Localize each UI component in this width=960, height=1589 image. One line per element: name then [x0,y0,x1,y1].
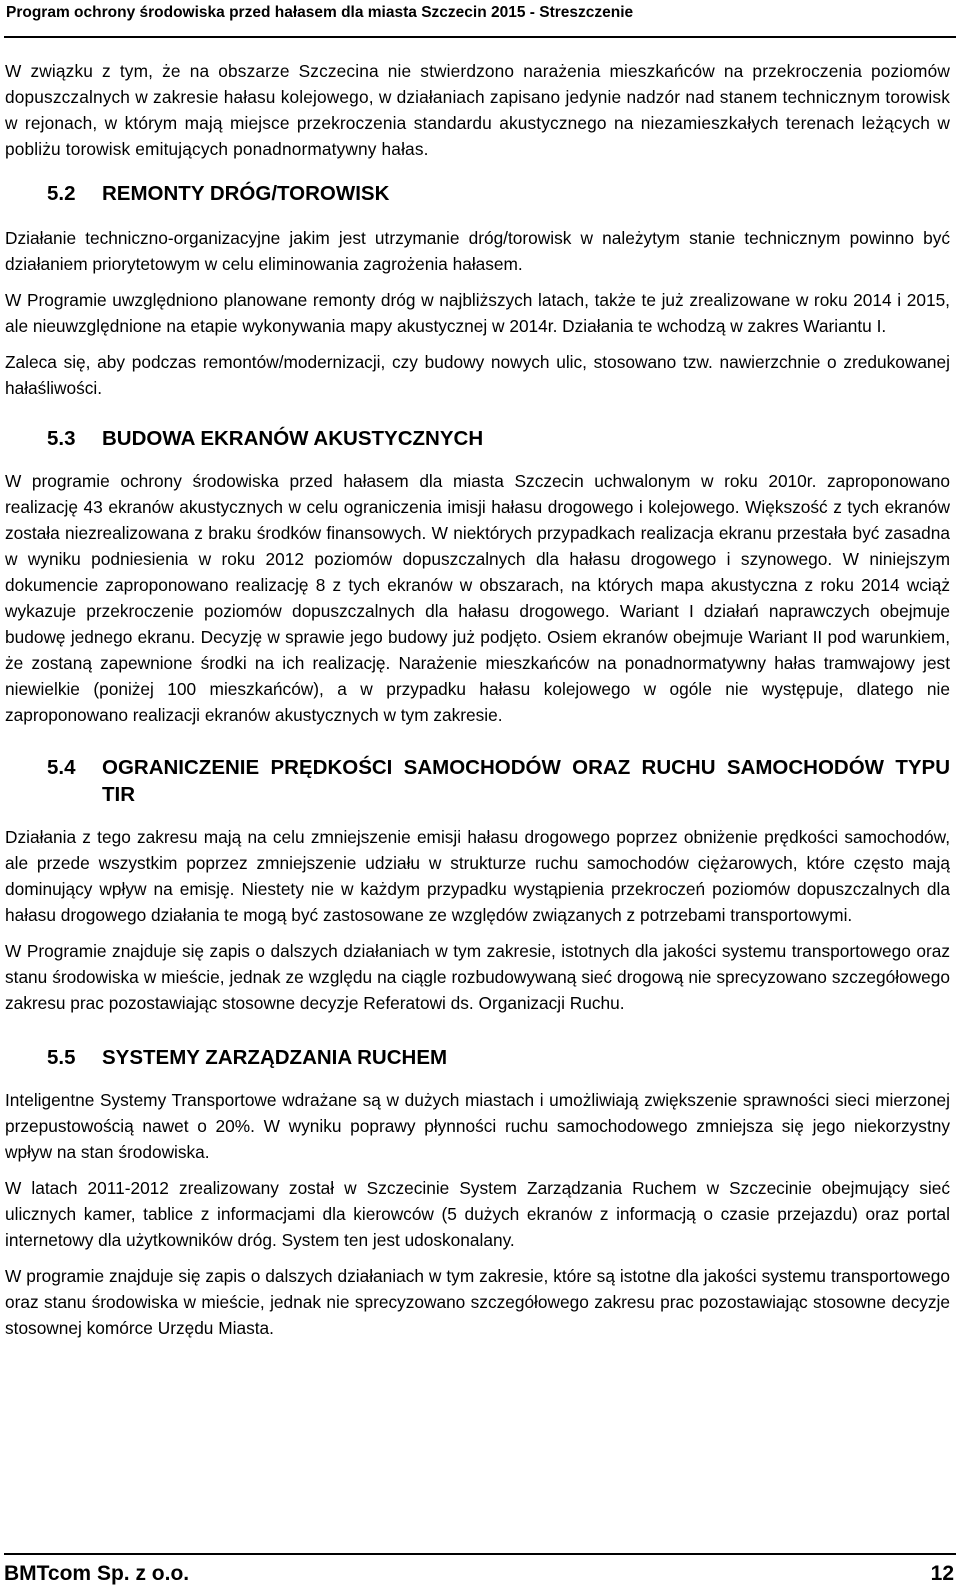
document-body [5,58,950,1351]
document-title: Program ochrony środowiska przed hałasem dla miasta Szczecin 2015 - Streszczenie [6,4,634,21]
paragraph: Działania z tego zakresu mają na celu zmniejszenie emisji hałasu drogowego poprzez obniżenie prędkości samochodów, ale przede wszystkim poprzez zmniejszenie udziału w strukturze ruchu samochodów ciężarowych, które często mają dominujący wpływ na emisję. Niestety nie w każdym przypadku wystąpienia przekroczeń poziomów dopuszczalnych dla hałasu drogowego działania te mogą być zastosowane ze względów związanych z potrzebami transportowymi. [5,827,950,925]
paragraph: W Programie uwzględniono planowane remonty dróg w najbliższych latach, także te już zrealizowane w roku 2014 i 2015, ale nieuwzględnione na etapie wykonywania mapy akustycznej w 2014r. Działania te wchodzą w zakres Wariantu I. [5,290,950,336]
section-title: OGRANICZENIE PRĘDKOŚCI SAMOCHODÓW ORAZ RUCHU SAMOCHODÓW TYPU TIR [102,756,950,806]
section-heading-5-5 [5,1044,950,1071]
section-heading-5-4 [5,754,950,808]
section-heading-5-3 [5,425,950,452]
section-title: BUDOWA EKRANÓW AKUSTYCZNYCH [102,427,484,450]
paragraph: Działanie techniczno-organizacyjne jakim jest utrzymanie dróg/torowisk w należytym stanie technicznym powinno być działaniem priorytetowym w celu eliminowania zagrożenia hałasem. [5,228,950,274]
company-name: BMTcom Sp. z o.o. [4,1562,190,1585]
section-title: REMONTY DRÓG/TOROWISK [102,182,390,205]
paragraph: W programie znajduje się zapis o dalszych działaniach w tym zakresie, które są istotne dla jakości systemu transportowego oraz stanu środowiska w mieście, jednak nie sprecyzowano szczegółowego zakresu prac pozostawiając stosowne decyzje stosownej komórce Urzędu Miasta. [5,1266,950,1338]
intro-paragraph: W związku z tym, że na obszarze Szczecina nie stwierdzono narażenia mieszkańców na przekroczenia poziomów dopuszczalnych w zakresie hałasu kolejowego, w działaniach zapisano jedynie nadzór nad stanem technicznym torowisk w rejonach, w którym mają miejsce przekroczenia standardu akustycznego na niezamieszkałych terenach leżących w pobliżu torowisk emitujących ponadnormatywny hałas. [5,61,950,159]
paragraph: Zaleca się, aby podczas remontów/modernizacji, czy budowy nowych ulic, stosowano tzw. nawierzchnie o zredukowanej hałaśliwości. [5,352,950,398]
paragraph: W latach 2011-2012 zrealizowany został w Szczecinie System Zarządzania Ruchem w Szczecinie obejmujący sieć ulicznych kamer, tablice z informacjami dla kierowców (5 dużych ekranów z informacją o czasie przejazdu) oraz portal internetowy dla użytkowników dróg. System ten jest udoskonalany. [5,1178,950,1250]
section-heading-5-2 [5,180,950,207]
paragraph: Inteligentne Systemy Transportowe wdrażane są w dużych miastach i umożliwiają zwiększenie sprawności sieci mierzonej przepustowością nawet o 20%. W wyniku poprawy płynności ruchu samochodowego zmniejsza się jego niekorzystny wpływ na stan środowiska. [5,1090,950,1162]
paragraph: W Programie znajduje się zapis o dalszych działaniach w tym zakresie, istotnych dla jakości systemu transportowego oraz stanu środowiska w mieście, jednak ze względu na ciągle rozbudowywaną sieć drogową nie sprecyzowano szczegółowego zakresu prac pozostawiając stosowne decyzje Referatowi ds. Organizacji Ruchu. [5,941,950,1013]
paragraph: W programie ochrony środowiska przed hałasem dla miasta Szczecin uchwalonym w roku 2010r. zaproponowano realizację 43 ekranów akustycznych w celu ograniczenia imisji hałasu drogowego i kolejowego. Większość z tych ekranów została niezrealizowana z braku środków finansowych. W niektórych przypadkach realizacja ekranu przestała być zasadna w wyniku podniesienia w roku 2012 poziomów dopuszczalnych dla hałasu drogowego i szynowego. W niniejszym dokumencie zaproponowano realizację 8 z tych ekranów w obszarach, na których mapa akustyczna z roku 2014 wciąż wykazuje przekroczenie poziomów dopuszczalnych dla hałasu drogowego. Wariant I działań naprawczych obejmuje budowę jednego ekranu. Decyzję w sprawie jego budowy już podjęto. Osiem ekranów obejmuje Wariant II pod warunkiem, że zostaną zapewnione środki na ich realizację. Narażenie mieszkańców na ponadnormatywny hałas tramwajowy jest niewielkie (poniżej 100 mieszkańców), a w przypadku hałasu kolejowego w ogóle nie występuje, dlatego nie zaproponowano realizacji ekranów akustycznych w tym zakresie. [5,471,950,725]
section-number: 5.5 [47,1046,76,1069]
page-number: 12 [930,1562,954,1585]
section-number: 5.2 [47,182,76,205]
section-number: 5.3 [47,427,76,450]
page-footer [4,1553,956,1589]
section-title: SYSTEMY ZARZĄDZANIA RUCHEM [102,1046,448,1069]
section-number: 5.4 [47,756,76,779]
page-header [4,0,956,38]
